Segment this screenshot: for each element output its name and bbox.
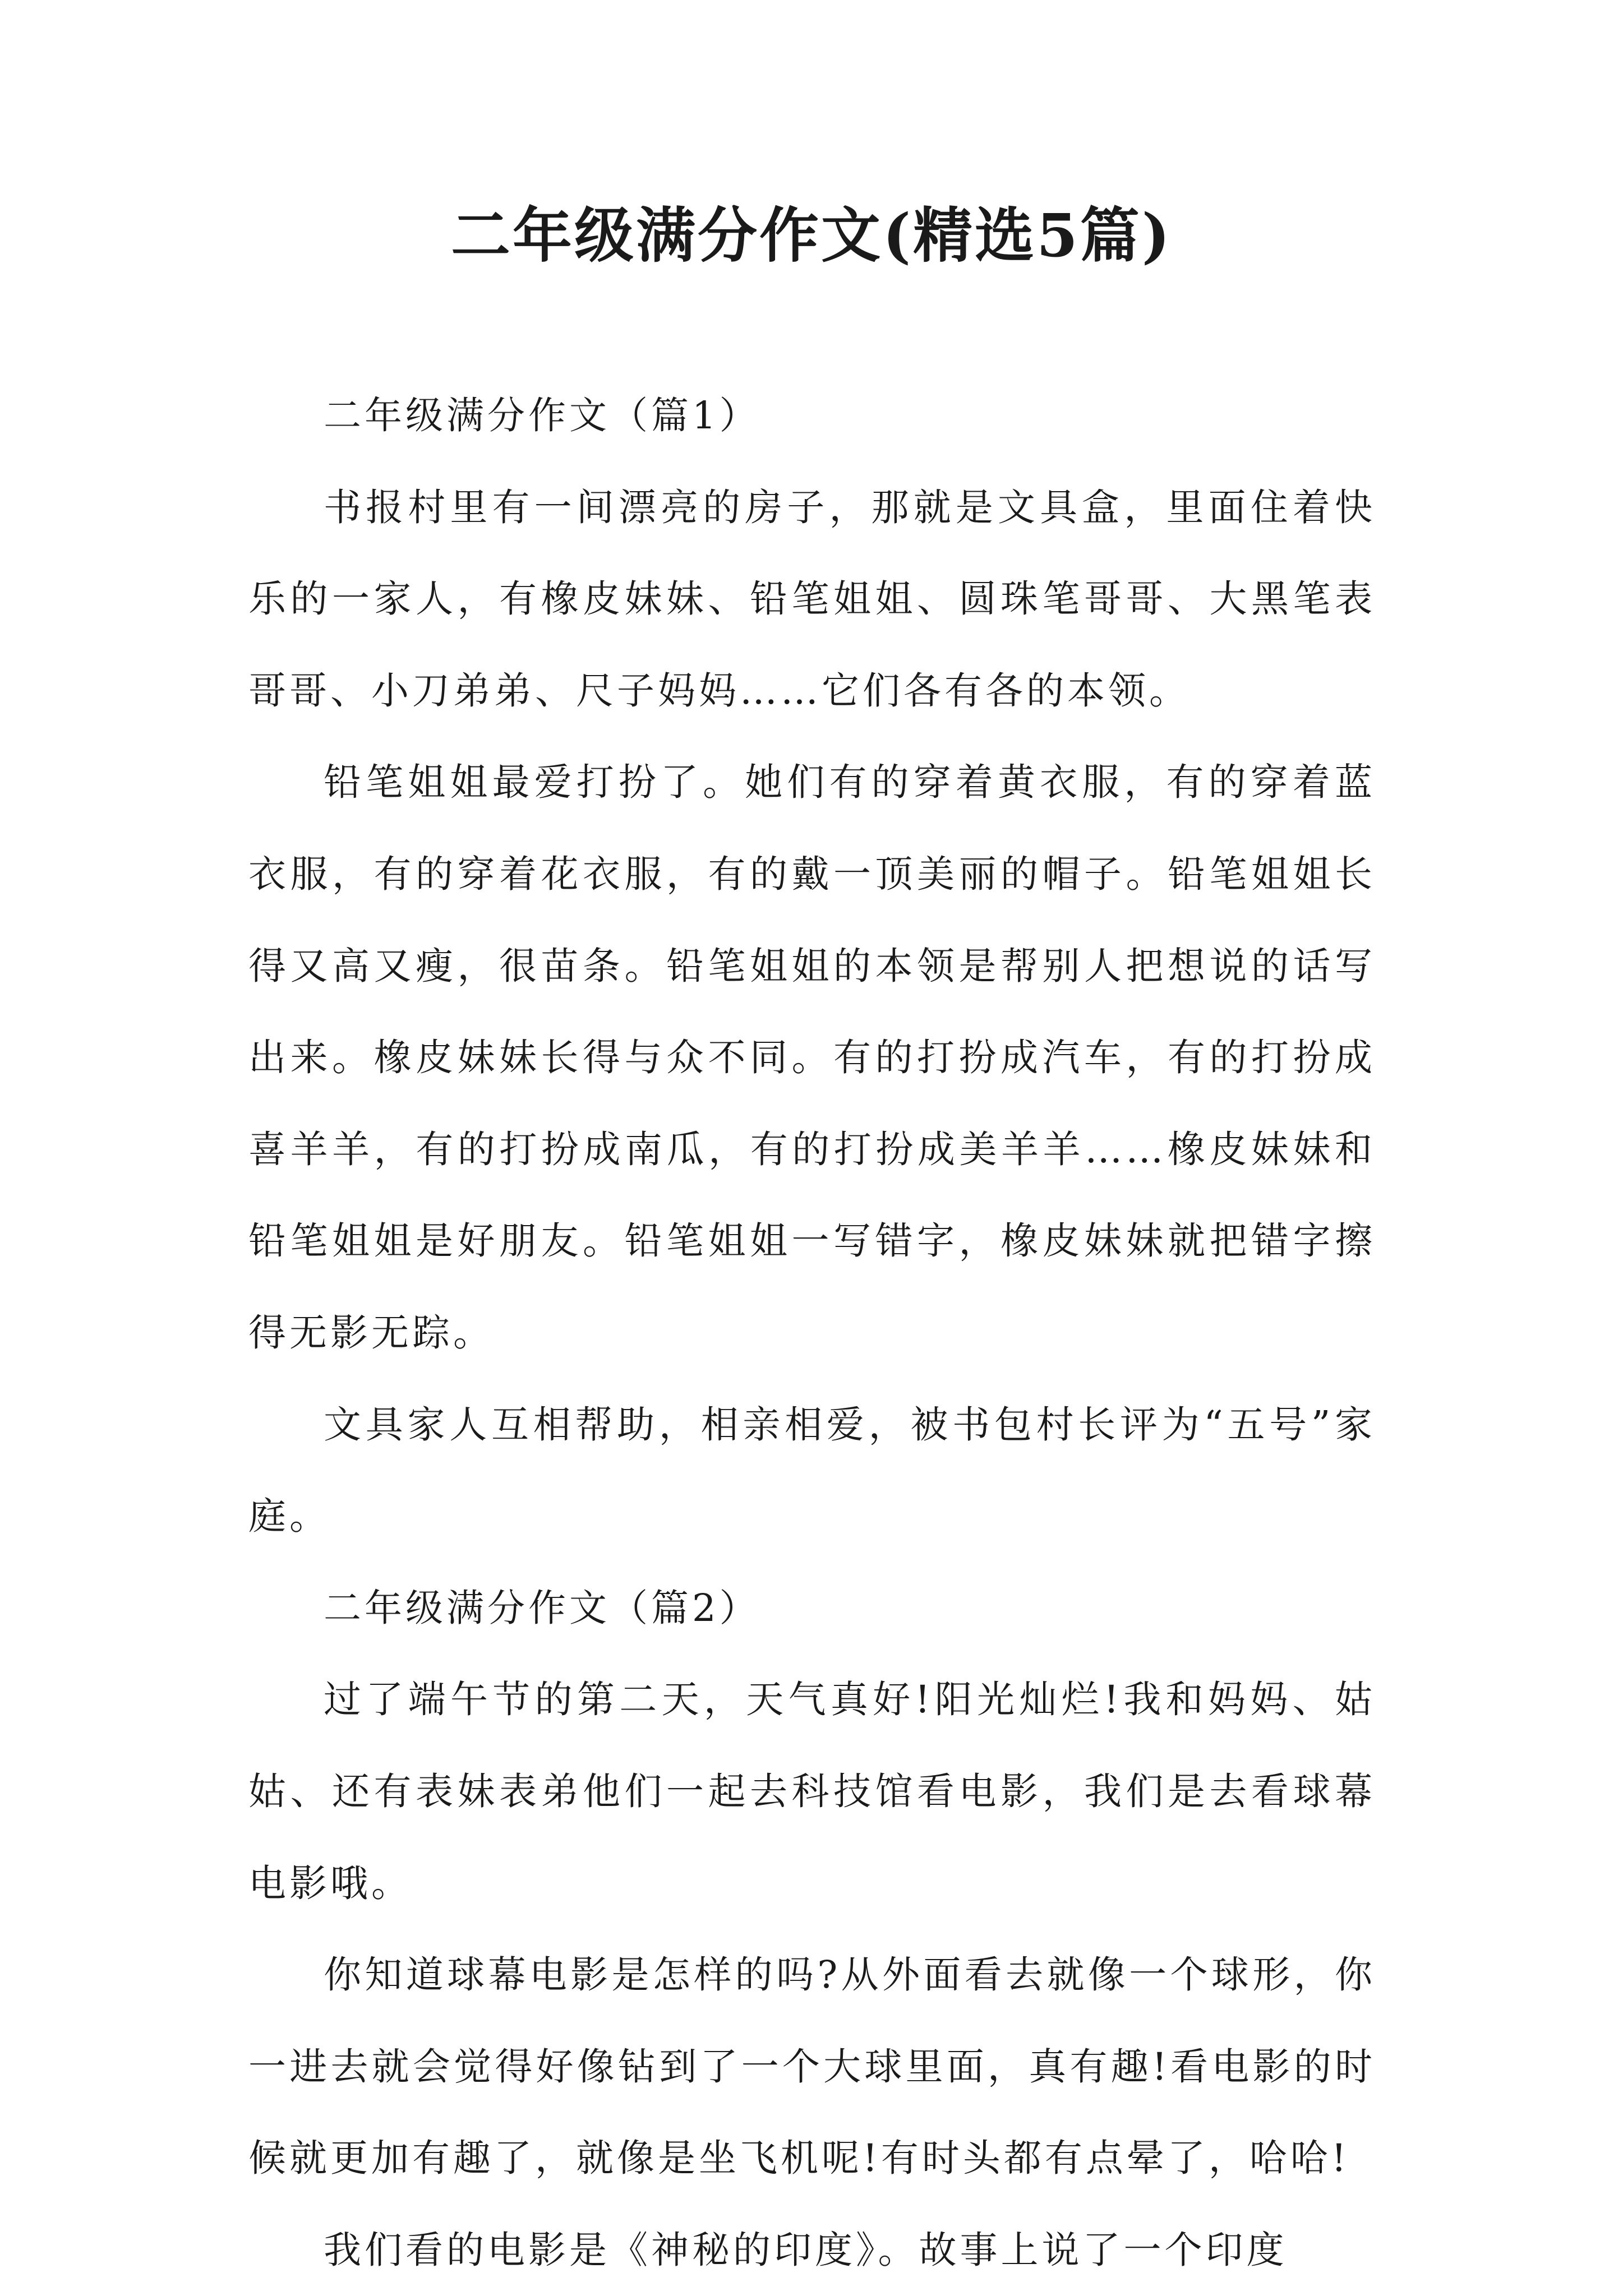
document-body bbox=[248, 370, 1376, 2296]
paragraph: 你知道球幕电影是怎样的吗?从外面看去就像一个球形，你一进去就会觉得好像钻到了一个大球里面，真有趣!看电影的时候就更加有趣了，就像是坐飞机呢!有时头都有点晕了，哈哈! bbox=[248, 1953, 1376, 2180]
document-title: 二年级满分作文(精选5篇) bbox=[450, 200, 1173, 270]
paragraph: 书报村里有一间漂亮的房子，那就是文具盒，里面住着快乐的一家人，有橡皮妹妹、铅笔姐姐、圆珠笔哥哥、大黑笔表哥哥、小刀弟弟、尺子妈妈……它们各有各的本领。 bbox=[248, 485, 1376, 713]
paragraph: 铅笔姐姐最爱打扮了。她们有的穿着黄衣服，有的穿着蓝衣服，有的穿着花衣服，有的戴一顶美丽的帽子。铅笔姐姐长得又高又瘦，很苗条。铅笔姐姐的本领是帮别人把想说的话写出来。橡皮妹妹长得与众不同。有的打扮成汽车，有的打扮成喜羊羊，有的打扮成南瓜，有的打扮成美羊羊……橡皮妹妹和铅笔姐姐是好朋友。铅笔姐姐一写错字，橡皮妹妹就把错字擦得无影无踪。 bbox=[248, 760, 1376, 1355]
paragraph: 过了端午节的第二天，天气真好!阳光灿烂!我和妈妈、姑姑、还有表妹表弟他们一起去科技馆看电影，我们是去看球幕电影哦。 bbox=[248, 1678, 1376, 1905]
section-heading-1: 二年级满分作文（篇1） bbox=[324, 394, 760, 437]
paragraph: 我们看的电影是《神秘的印度》。故事上说了一个印度 bbox=[324, 2228, 1288, 2272]
paragraph: 文具家人互相帮助，相亲相爱，被书包村长评为“五号”家庭。 bbox=[248, 1402, 1376, 1539]
section-heading-2: 二年级满分作文（篇2） bbox=[324, 1586, 760, 1630]
